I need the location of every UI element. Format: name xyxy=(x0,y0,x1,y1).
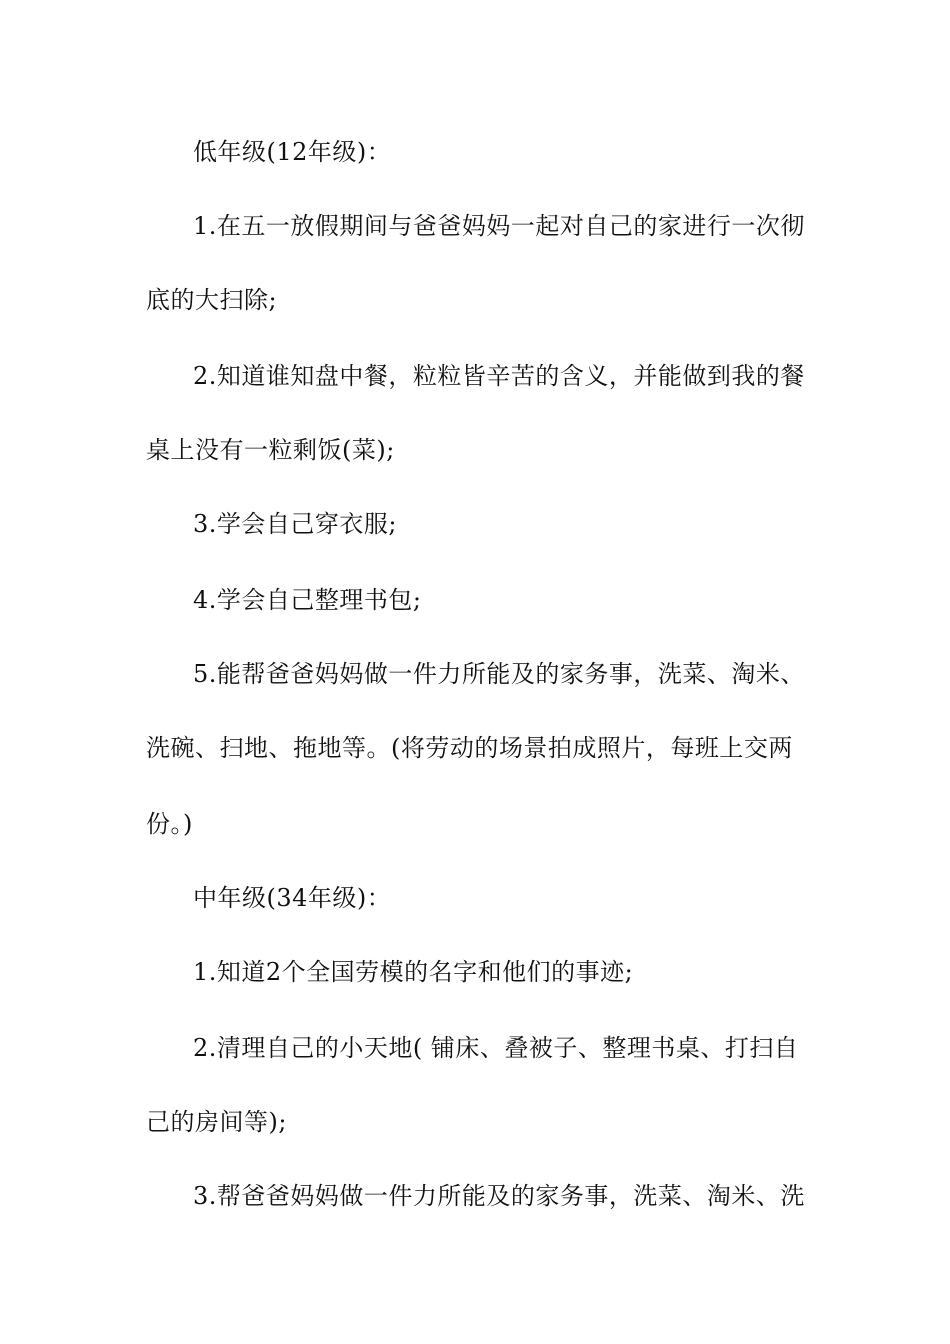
paragraph-line: 4.学会自己整理书包; xyxy=(193,586,422,614)
heading-lower-grade: 低年级(12年级)： xyxy=(193,138,392,166)
paragraph-line: 2.清理自己的小天地( 铺床、叠被子、整理书桌、打扫自 xyxy=(193,1034,799,1062)
paragraph-line: 3.学会自己穿衣服; xyxy=(193,510,397,538)
paragraph-line: 1.在五一放假期间与爸爸妈妈一起对自己的家进行一次彻 xyxy=(193,212,805,240)
heading-middle-grade: 中年级(34年级)： xyxy=(193,884,392,912)
paragraph-line: 5.能帮爸爸妈妈做一件力所能及的家务事，洗菜、淘米、 xyxy=(193,660,805,688)
paragraph-line: 底的大扫除; xyxy=(146,286,278,314)
paragraph-line: 2.知道谁知盘中餐，粒粒皆辛苦的含义，并能做到我的餐 xyxy=(193,362,805,390)
paragraph-line: 己的房间等); xyxy=(146,1108,287,1136)
paragraph-line: 1.知道2个全国劳模的名字和他们的事迹; xyxy=(193,958,634,986)
paragraph-line: 洗碗、扫地、拖地等。(将劳动的场景拍成照片，每班上交两 xyxy=(146,734,793,762)
paragraph-line: 份。) xyxy=(146,810,193,838)
paragraph-line: 3.帮爸爸妈妈做一件力所能及的家务事，洗菜、淘米、洗 xyxy=(193,1182,805,1210)
paragraph-line: 桌上没有一粒剩饭(菜); xyxy=(146,436,395,464)
